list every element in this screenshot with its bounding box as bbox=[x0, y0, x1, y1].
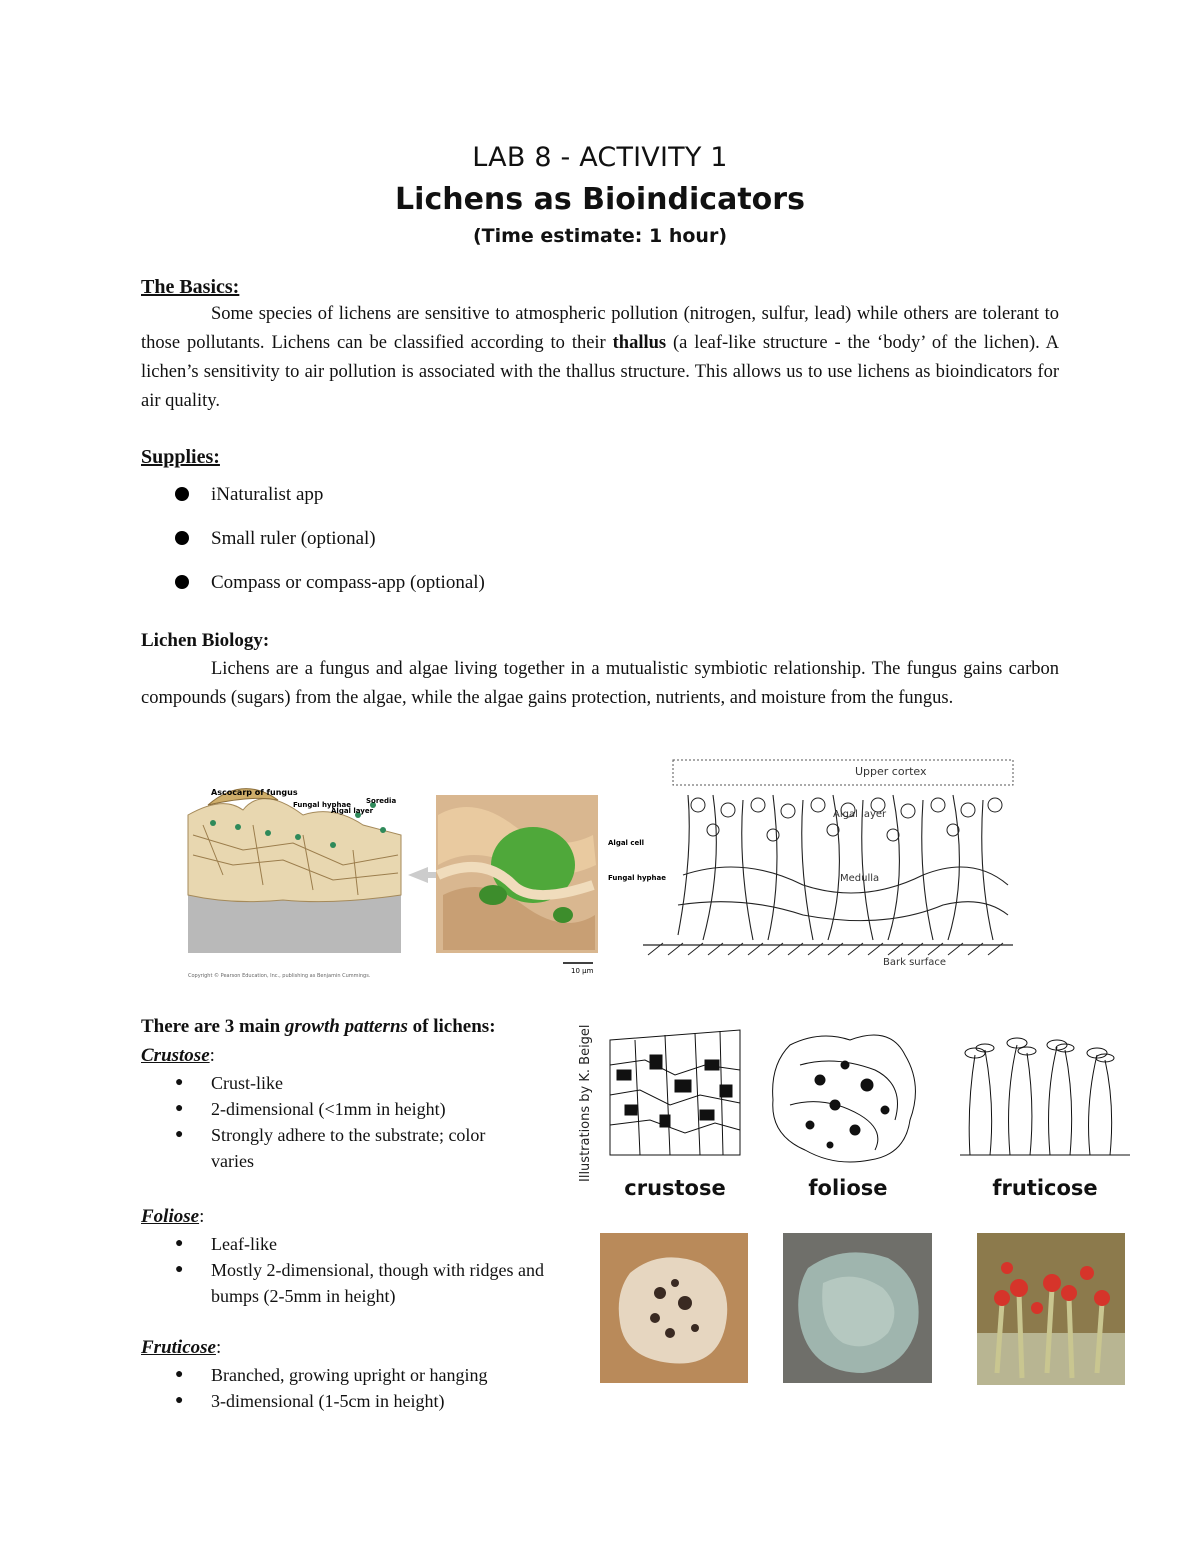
basics-heading: The Basics: bbox=[141, 276, 240, 298]
crustose-heading: Crustose: bbox=[141, 1045, 215, 1066]
fruticose-heading: Fruticose: bbox=[141, 1337, 222, 1358]
foliose-heading: Foliose: bbox=[141, 1206, 205, 1227]
copyright-label: Copyright © Pearson Education, Inc., publishing as Benjamin Cummings. bbox=[188, 973, 371, 979]
foliose-drawing bbox=[773, 1035, 916, 1162]
caption-foliose: foliose bbox=[808, 1176, 888, 1200]
biology-heading: Lichen Biology: bbox=[141, 630, 270, 651]
basics-paragraph: Some species of lichens are sensitive to atmospheric pollution (nitrogen, sulfur, lead) while others are tolerant to those pollutants. Lichens can be classified according to their thallus (a leaf-like structure - the ‘body’ of the lichen). A lichen’s sensitivity to air pollution is associated with the thallus structure. This allows us to use lichens as bioindicators for air quality. bbox=[141, 304, 1059, 411]
lichen-anatomy-figure bbox=[183, 755, 1023, 985]
soredia-label: Soredia bbox=[366, 797, 397, 805]
upper-cortex-label: Upper cortex bbox=[855, 765, 927, 778]
crustose-photo bbox=[600, 1233, 748, 1383]
growth-drawings bbox=[605, 1025, 1135, 1165]
ascocarp-label: Ascocarp of fungus bbox=[211, 788, 298, 797]
list-item: ● Branched, growing upright or hanging bbox=[175, 1365, 488, 1385]
scale-label: 10 μm bbox=[571, 967, 594, 975]
hyphae-label: Fungal hyphae bbox=[293, 801, 351, 809]
list-item: ● Mostly 2-dimensional, though with ridges and bumps (2-5mm in height) bbox=[175, 1260, 544, 1306]
algal-cell-label: Algal cell bbox=[608, 839, 645, 847]
algal-layer2-label: Algal layer bbox=[833, 809, 887, 820]
biology-paragraph: Lichens are a fungus and algae living together in a mutualistic symbiotic relationship. The fungus gains carbon compounds (sugars) from the algae, while the algae gains protection, nutrients, and moisture from the fungus. bbox=[141, 659, 1059, 708]
supply-item: Compass or compass-app (optional) bbox=[175, 572, 485, 594]
bullet-icon bbox=[175, 531, 189, 545]
thallus-term: thallus bbox=[612, 333, 667, 353]
bullet-icon bbox=[175, 487, 189, 501]
caption-fruticose: fruticose bbox=[992, 1176, 1098, 1200]
list-item: ● 2-dimensional (<1mm in height) bbox=[175, 1099, 446, 1119]
time-estimate: (Time estimate: 1 hour) bbox=[472, 225, 728, 247]
list-item: ● 3-dimensional (1-5cm in height) bbox=[175, 1391, 445, 1411]
list-item: ● Leaf-like bbox=[175, 1234, 277, 1254]
fruticose-list bbox=[175, 1362, 565, 1414]
supply-item: Small ruler (optional) bbox=[175, 528, 376, 550]
foliose-list bbox=[175, 1231, 555, 1309]
fungal-hyphae-label: Fungal hyphae bbox=[608, 874, 666, 882]
lab-label: LAB 8 - ACTIVITY 1 bbox=[472, 142, 728, 173]
fruticose-photo bbox=[977, 1233, 1125, 1385]
micrograph bbox=[436, 795, 666, 975]
crustose-list bbox=[175, 1070, 545, 1174]
foliose-photo bbox=[783, 1233, 932, 1383]
thallus-drawing bbox=[643, 760, 1013, 955]
cross-section-diagram bbox=[188, 788, 443, 979]
list-item: ● Strongly adhere to the substrate; color varies bbox=[175, 1125, 486, 1171]
bullet-icon bbox=[175, 575, 189, 589]
supplies-heading: Supplies: bbox=[141, 446, 220, 468]
medulla-label: Medulla bbox=[840, 873, 880, 884]
supply-item: iNaturalist app bbox=[175, 484, 323, 506]
crustose-drawing bbox=[610, 1030, 740, 1155]
list-item: ● Crust-like bbox=[175, 1073, 283, 1093]
page-title: Lichens as Bioindicators bbox=[395, 182, 805, 217]
caption-crustose: crustose bbox=[624, 1176, 726, 1200]
bark-label: Bark surface bbox=[883, 957, 947, 968]
growth-intro: There are 3 main growth patterns of lichens: bbox=[141, 1016, 496, 1037]
illustration-credit: Illustrations by K. Beigel bbox=[578, 1024, 593, 1182]
fruticose-drawing bbox=[960, 1038, 1130, 1155]
algal-layer-label: Algal layer bbox=[331, 807, 374, 815]
